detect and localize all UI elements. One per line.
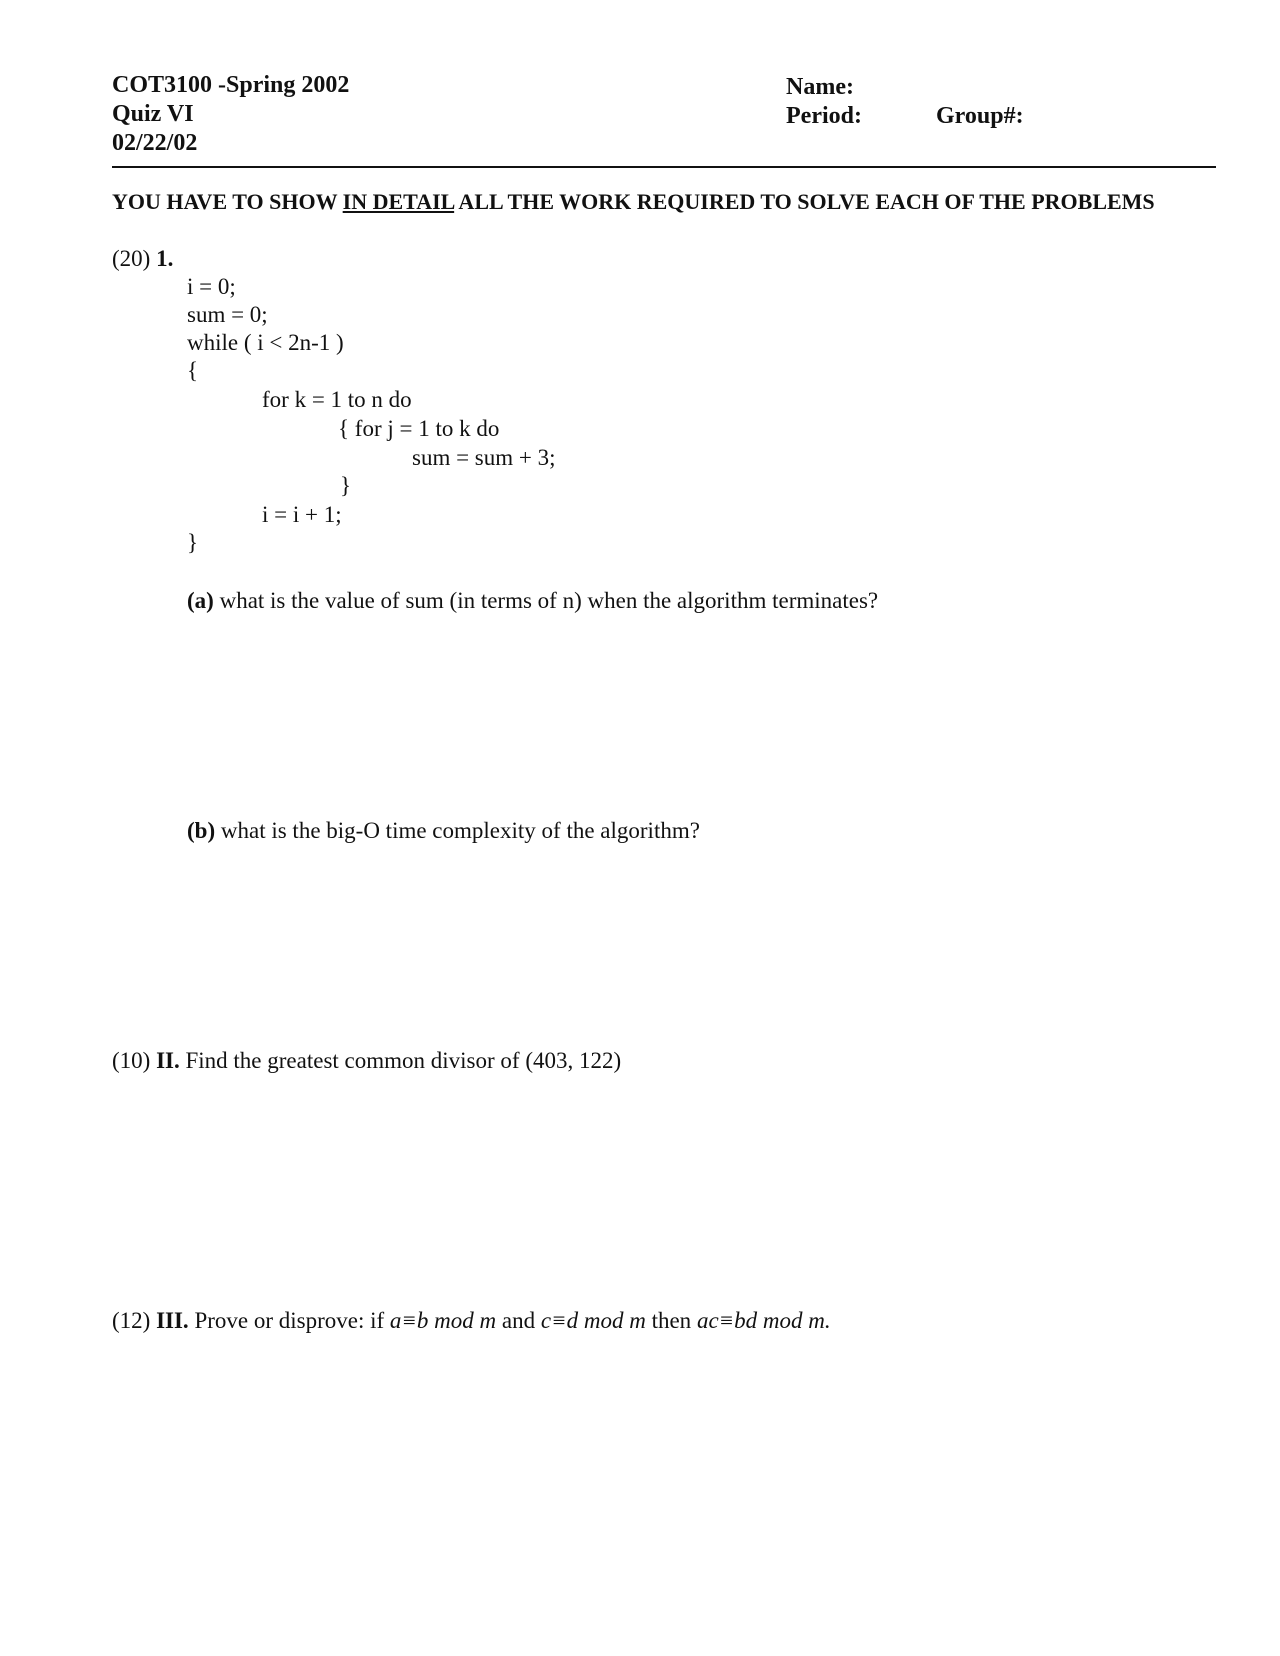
problem-1a bbox=[187, 588, 878, 614]
problem-3-text-start: Prove or disprove: if bbox=[188, 1308, 390, 1333]
period-label: Period: bbox=[786, 103, 862, 129]
problem-1b-label: (b) bbox=[187, 818, 216, 843]
code-line-2: sum = 0; bbox=[187, 302, 268, 327]
problem-2-text: Find the greatest common divisor of (403, 122) bbox=[179, 1048, 622, 1073]
problem-2 bbox=[112, 1048, 621, 1074]
code-line-10: } bbox=[187, 530, 199, 555]
code-line-8: } bbox=[340, 473, 352, 498]
quiz-date: 02/22/02 bbox=[112, 130, 198, 156]
problem-3-then: then bbox=[645, 1308, 697, 1333]
problem-1b bbox=[187, 818, 700, 844]
problem-3-points: (12) bbox=[112, 1308, 157, 1333]
instructions-after: ALL THE WORK REQUIRED TO SOLVE EACH OF THE PROBLEMS bbox=[454, 189, 1155, 214]
problem-3-expr-3: ac≡bd mod m. bbox=[696, 1308, 831, 1333]
code-line-6: { for j = 1 to k do bbox=[338, 416, 500, 441]
problem-1a-label: (a) bbox=[187, 588, 214, 613]
code-line-3: while ( i < 2n-1 ) bbox=[187, 330, 344, 355]
instructions bbox=[112, 189, 1155, 215]
code-line-7: sum = sum + 3; bbox=[412, 445, 556, 470]
problem-1b-text: what is the big-O time complexity of the algorithm? bbox=[215, 818, 700, 843]
code-line-1: i = 0; bbox=[187, 274, 236, 299]
group-label: Group#: bbox=[936, 103, 1024, 129]
instructions-emphasis: IN DETAIL bbox=[342, 189, 455, 214]
problem-1-number: 1. bbox=[156, 246, 174, 271]
problem-3-expr-1: a≡b mod m bbox=[389, 1308, 497, 1333]
problem-3-and: and bbox=[496, 1308, 541, 1333]
name-label: Name: bbox=[786, 74, 854, 100]
problem-1-points: (20) bbox=[112, 246, 157, 271]
problem-3-expr-2: c≡d mod m bbox=[540, 1308, 646, 1333]
problem-1-heading bbox=[112, 246, 173, 272]
code-line-9: i = i + 1; bbox=[262, 502, 342, 527]
problem-3-number: III. bbox=[156, 1308, 189, 1333]
problem-2-points: (10) bbox=[112, 1048, 157, 1073]
problem-2-number: II. bbox=[156, 1048, 180, 1073]
course-title: COT3100 -Spring 2002 bbox=[112, 72, 350, 98]
quiz-title: Quiz VI bbox=[112, 101, 194, 127]
problem-3 bbox=[112, 1308, 831, 1334]
header-divider bbox=[112, 166, 1216, 168]
code-line-4: { bbox=[187, 358, 199, 383]
code-line-5: for k = 1 to n do bbox=[262, 387, 412, 412]
problem-1a-text: what is the value of sum (in terms of n) when the algorithm terminates? bbox=[213, 588, 879, 613]
instructions-before: YOU HAVE TO SHOW bbox=[112, 189, 343, 214]
